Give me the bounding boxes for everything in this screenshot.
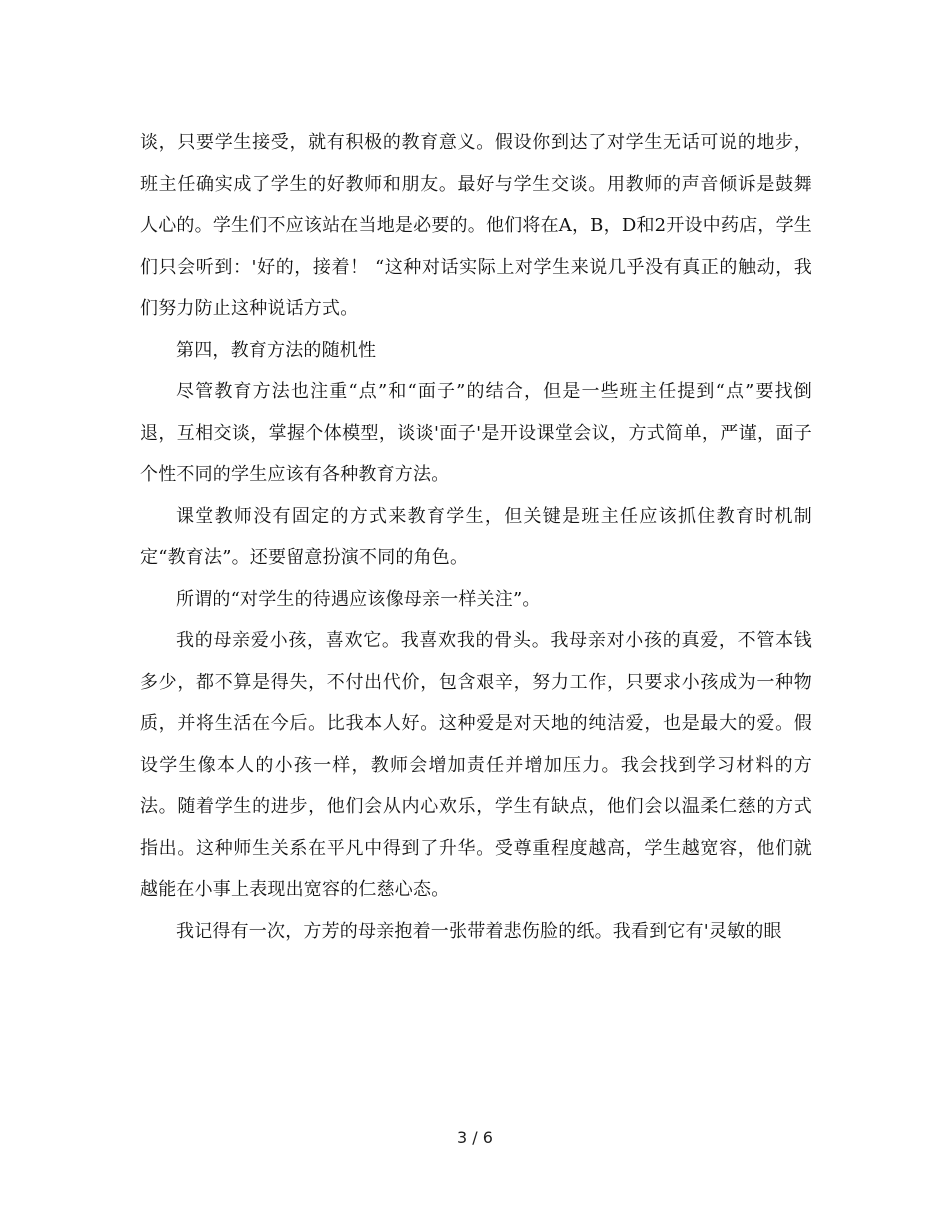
document-body xyxy=(140,122,812,952)
paragraph: 所谓的“对学生的待遇应该像母亲一样关注”。 xyxy=(176,588,541,610)
paragraph: 我的母亲爱小孩，喜欢它。我喜欢我的骨头。我母亲对小孩的真爱，不管本钱多少，都不算是得失，不付出代价，包含艰辛，努力工作，只要求小孩成为一种物质，并将生活在今后。比我本人好。这种爱是对天地的纯洁爱，也是最大的爱。假设学生像本人的小孩一样，教师会增加责任并增加压力。我会找到学习材料的方法。随着学生的进步，他们会从内心欢乐，学生有缺点，他们会以温柔仁慈的方式指出。这种师生关系在平凡中得到了升华。受尊重程度越高，学生越宽容，他们就越能在小事上表现出宽容的仁慈心态。 xyxy=(140,630,812,900)
paragraph: 课堂教师没有固定的方式来教育学生，但关键是班主任应该抓住教育时机制定“教育法”。还要留意扮演不同的角色。 xyxy=(140,505,812,568)
paragraph: 尽管教育方法也注重“点”和“面子”的结合，但是一些班主任提到“点”要找倒退，互相交谈，掌握个体模型，谈谈'面子'是开设课堂会议，方式简单，严谨，面子个性不同的学生应该有各种教育方法。 xyxy=(140,381,812,485)
page-number: 3 / 6 xyxy=(457,1128,493,1147)
section-heading: 第四，教育方法的随机性 xyxy=(176,339,377,361)
paragraph-continuation: 谈，只要学生接受，就有积极的教育意义。假设你到达了对学生无话可说的地步，班主任确实成了学生的好教师和朋友。最好与学生交谈。用教师的声音倾诉是鼓舞人心的。学生们不应该站在当地是必要的。他们将在A，B，D和2开设中药店，学生们只会听到：'好的，接着！ “这种对话实际上对学生来说几乎没有真正的触动，我们努力防止这种说话方式。 xyxy=(140,132,812,319)
paragraph: 我记得有一次，方芳的母亲抱着一张带着悲伤脸的纸。我看到它有'灵敏的眼 xyxy=(176,920,782,942)
